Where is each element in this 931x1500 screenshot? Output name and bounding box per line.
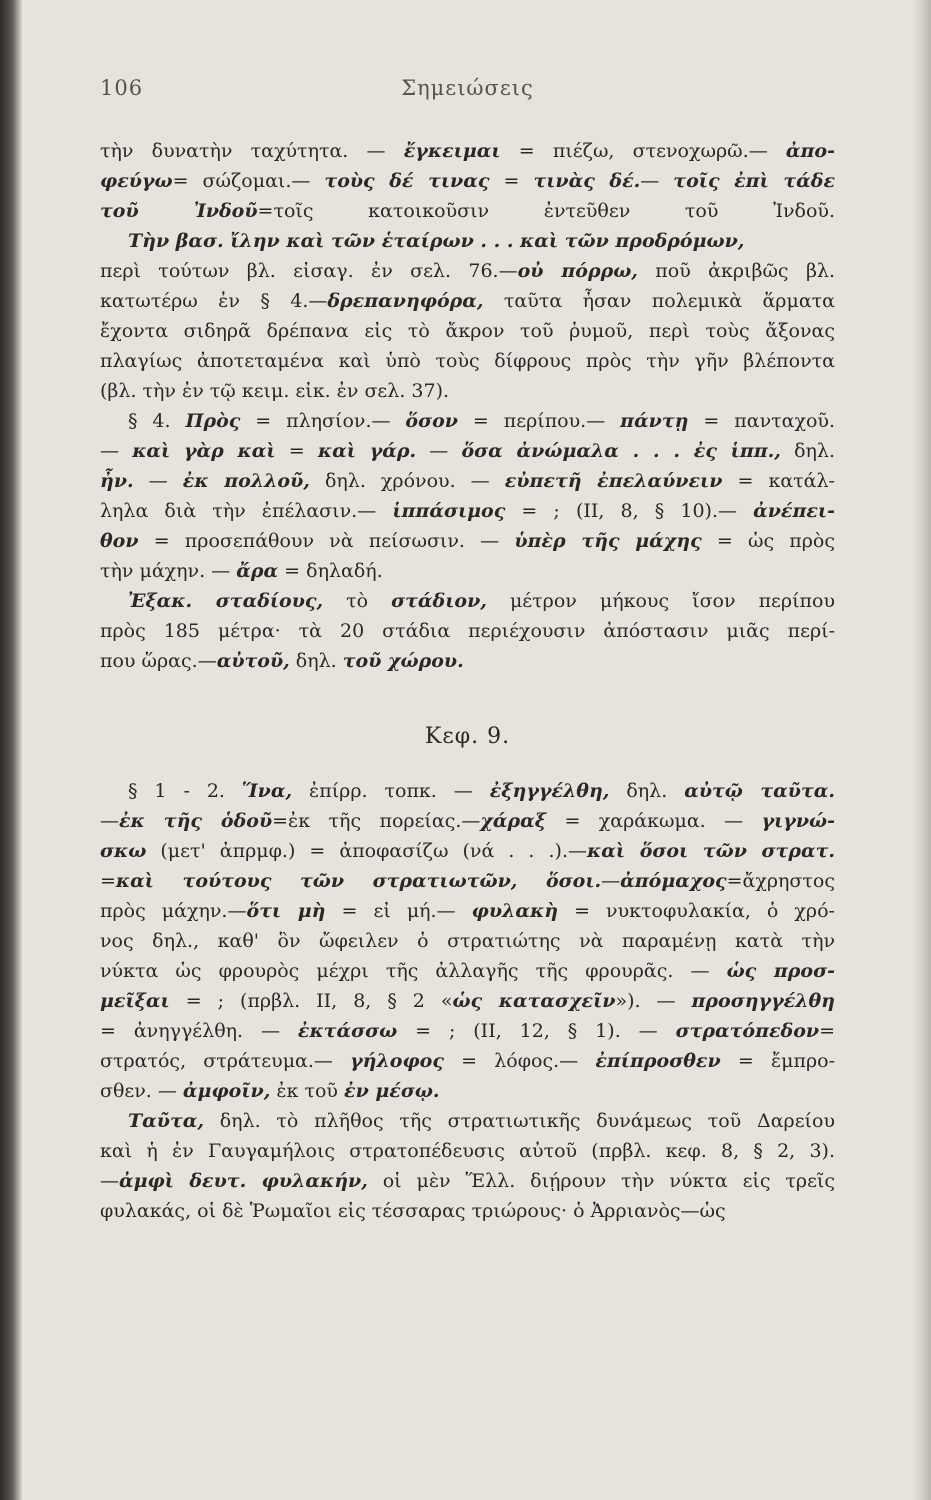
gloss-text: (μετ' ἀπρμφ.) = ἀποφασίζω (νά . . .).— — [146, 840, 588, 862]
gloss-text: = πλησίον.— — [240, 410, 406, 432]
text-line — [100, 166, 835, 196]
text-line — [100, 286, 835, 316]
gloss-text: καὶ ἡ ἐν Γαυγαμήλοις στρατοπέδευσις αὐτοῦ (πρβλ. κεφ. 8, § 2, 3). — [100, 1140, 835, 1162]
lemma-term: καὶ γάρ. — [317, 440, 417, 462]
lemma-term: εὐπετῆ ἐπελαύνειν — [504, 470, 723, 492]
text-line — [100, 526, 835, 556]
text-line — [100, 1016, 835, 1046]
gloss-text: = κατάλ- — [722, 470, 835, 492]
gloss-text: — — [100, 810, 119, 832]
lemma-term: ἐκτάσσω — [297, 1020, 398, 1042]
gloss-text: κατωτέρω ἐν § 4.— — [100, 290, 328, 312]
gloss-text: πλαγίως ἀποτεταμένα καὶ ὑπὸ τοὺς δίφρους πρὸς τὴν γῆν βλέποντα — [100, 350, 835, 372]
gloss-text: = λόφος.— — [443, 1050, 596, 1072]
lemma-term: ἄρα — [236, 560, 279, 582]
lemma-term: Ἐξακ. σταδίους, — [128, 590, 324, 612]
text-line — [100, 1076, 835, 1106]
text-line — [100, 256, 835, 286]
lemma-term: ἀμφοῖν, — [182, 1080, 271, 1102]
gloss-text: »). — — [615, 990, 692, 1012]
gloss-text: = σώζομαι.— — [172, 170, 325, 192]
gloss-text: — — [601, 870, 621, 892]
gloss-text: = περίπου.— — [457, 410, 621, 432]
text-line — [100, 436, 835, 466]
gloss-text: δηλ. χρόνου. — — [309, 470, 505, 492]
lemma-term: σκω — [100, 840, 147, 862]
text-line — [100, 1136, 835, 1166]
text-line — [100, 866, 835, 896]
lemma-term: ὡς κατασχεῖν — [452, 990, 616, 1012]
text-line — [100, 196, 835, 226]
lemma-term: φεύγω — [100, 170, 173, 192]
gloss-text: νύκτα ὡς φρουρὸς μέχρι τῆς ἀλλαγῆς τῆς φρουρᾶς. — — [100, 960, 727, 982]
gloss-text: = ὡς πρὸς — [701, 530, 835, 552]
text-line — [100, 896, 835, 926]
lemma-term: ἐπίπροσθεν — [595, 1050, 721, 1072]
gloss-text: — — [100, 440, 133, 462]
lemma-term: ἐξηγγέλθη, — [489, 780, 610, 802]
lemma-term: ἀνέπει- — [753, 500, 835, 522]
text-line — [100, 376, 835, 406]
text-line — [100, 316, 835, 346]
gloss-text: ταῦτα ἦσαν πολεμικὰ ἅρματα — [483, 290, 835, 312]
gloss-text: δηλ. τὸ πλῆθος τῆς στρατιωτικῆς δυνάμεως τοῦ Δαρείου — [203, 1110, 835, 1132]
gloss-text: τὴν μάχην. — — [100, 560, 237, 582]
lemma-term: ἀμφὶ δευτ. φυλακήν, — [119, 1170, 368, 1192]
lemma-term: ἱππάσιμος — [392, 500, 506, 522]
lemma-term: Τὴν βασ. ἴλην καὶ τῶν ἑταίρων . . . καὶ τῶν προδρόμων, — [128, 230, 745, 252]
gloss-text: δηλ. — [289, 650, 343, 672]
lemma-term: ὡς προσ- — [726, 960, 836, 982]
gloss-text: = προσεπάθουν νὰ πείσωσιν. — — [138, 530, 515, 552]
text-line — [100, 1046, 835, 1076]
lemma-term: καὶ γὰρ καὶ — [132, 440, 276, 462]
text-line — [100, 806, 835, 836]
text-line — [100, 1166, 835, 1196]
lemma-term: καὶ ὅσοι τῶν στρατ. — [587, 840, 835, 862]
page-number: 106 — [100, 76, 144, 100]
lemma-term: τινὰς δέ. — [533, 170, 641, 192]
lemma-term: οὐ πόρρω, — [517, 260, 638, 282]
lemma-term: ἐκ τῆς ὁδοῦ — [119, 810, 273, 832]
lemma-term: πάντῃ — [620, 410, 689, 432]
lemma-term: ὅσα ἀνώμαλα . . . ἐς ἱππ., — [461, 440, 781, 462]
lemma-term: Ἵνα, — [241, 780, 293, 802]
gloss-text: ποῦ ἀκριβῶς βλ. — [637, 260, 836, 282]
text-line — [100, 136, 835, 166]
lemma-term: ὅτι μὴ — [246, 900, 326, 922]
gloss-text: — — [416, 440, 462, 462]
text-line — [100, 406, 835, 436]
lemma-term: Πρὸς — [185, 410, 241, 432]
chapter-heading: Κεφ. 9. — [424, 724, 511, 749]
gloss-text: δηλ. — [609, 780, 685, 802]
running-title: Σημειώσεις — [401, 76, 534, 100]
lemma-term: αὐτῷ ταῦτα. — [684, 780, 836, 802]
lemma-term: καὶ τούτους τῶν στρατιωτῶν, ὅσοι. — [115, 870, 602, 892]
lemma-term: χάραξ — [480, 810, 547, 832]
text-line — [100, 586, 835, 616]
text-line — [100, 496, 835, 526]
gloss-text: § 4. — [128, 410, 186, 432]
gloss-text: =ἐκ τῆς πορείας.— — [272, 810, 481, 832]
lemma-term: δρεπανηφόρα, — [327, 290, 484, 312]
lemma-term: φυλακὴ — [471, 900, 559, 922]
gloss-text: ἐπίρρ. τοπκ. — — [292, 780, 490, 802]
lemma-term: ἔγκειμαι — [403, 140, 501, 162]
lemma-term: τοῦ Ἰνδοῦ — [100, 200, 258, 222]
gloss-text: ἐκ τοῦ — [270, 1080, 345, 1102]
gloss-text: = ; (II, 8, § 10).— — [505, 500, 754, 522]
lemma-term: Ταῦτα, — [128, 1110, 204, 1132]
page-body — [100, 136, 835, 1226]
gloss-text: =ἄχρηστος — [726, 870, 835, 892]
lemma-term: ἀπο- — [785, 140, 835, 162]
gloss-text: = ; (II, 12, § 1). — — [397, 1020, 676, 1042]
lemma-term: γήλοφος — [350, 1050, 444, 1072]
notes-block-chapter-9 — [100, 776, 835, 1226]
gloss-text: = πιέζω, στενοχωρῶ.— — [500, 140, 786, 162]
gloss-text: = νυκτοφυλακία, ὁ χρό- — [558, 900, 835, 922]
text-line — [100, 346, 835, 376]
text-line — [100, 616, 835, 646]
gloss-text: (βλ. τὴν ἐν τῷ κειμ. εἰκ. ἐν σελ. 37). — [100, 380, 450, 402]
gloss-text: στρατός, στράτευμα.— — [100, 1050, 351, 1072]
gloss-text: ἔχοντα σιδηρᾶ δρέπανα εἰς τὸ ἄκρον τοῦ ῥυμοῦ, περὶ τοὺς ἄξονας — [100, 320, 835, 342]
notes-block-chapter-8 — [100, 136, 835, 676]
gloss-text: νος δηλ., καθ' ὃν ὤφειλεν ὁ στρατιώτης νὰ παραμένῃ κατὰ τὴν — [100, 930, 835, 952]
gloss-text: = πανταχοῦ. — [688, 410, 835, 432]
gloss-text: τὴν δυνατὴν ταχύτητα. — — [100, 140, 404, 162]
text-line — [100, 926, 835, 956]
gloss-text: = εἰ μή.— — [325, 900, 472, 922]
text-line — [100, 556, 835, 586]
gloss-text: = χαράκωμα. — — [546, 810, 762, 832]
gloss-text: σθεν. — — [100, 1080, 183, 1102]
lemma-term: αὐτοῦ, — [216, 650, 290, 672]
text-line — [100, 1106, 835, 1136]
lemma-term: τοῖς ἐπὶ τάδε — [673, 170, 836, 192]
text-line — [100, 836, 835, 866]
gloss-text: οἱ μὲν Ἕλλ. διῄρουν τὴν νύκτα εἰς τρεῖς — [367, 1170, 836, 1192]
page-header — [100, 76, 835, 110]
gloss-text: = — [819, 1020, 835, 1042]
text-line — [100, 226, 835, 256]
lemma-term: ὑπὲρ τῆς μάχης — [514, 530, 702, 552]
lemma-term: τοὺς δέ τινας — [324, 170, 490, 192]
gloss-text: = ; (πρβλ. II, 8, § 2 « — [169, 990, 453, 1012]
gloss-text: περὶ τούτων βλ. εἰσαγ. ἐν σελ. 76.— — [100, 260, 518, 282]
text-line — [100, 986, 835, 1016]
gloss-text: — — [133, 470, 183, 492]
gloss-text: πρὸς 185 μέτρα· τὰ 20 στάδια περιέχουσιν ἀπόστασιν μιᾶς περί- — [100, 620, 835, 642]
text-line — [100, 956, 835, 986]
lemma-term: ἦν. — [100, 470, 134, 492]
text-line — [100, 466, 835, 496]
gloss-text: — — [640, 170, 674, 192]
gloss-text: = δηλαδή. — [278, 560, 383, 582]
lemma-term: στάδιον, — [391, 590, 487, 612]
lemma-term: ἐκ πολλοῦ, — [182, 470, 310, 492]
gloss-text: = — [275, 440, 318, 462]
gloss-text: φυλακάς, οἱ δὲ Ῥωμαῖοι εἰς τέσσαρας τριώρους· ὁ Ἀρριανὸς—ὡς — [100, 1200, 726, 1222]
gloss-text: ληλα διὰ τὴν ἐπέλασιν.— — [100, 500, 393, 522]
gloss-text: πρὸς μάχην.— — [100, 900, 247, 922]
lemma-term: στρατόπεδον — [675, 1020, 820, 1042]
gloss-text: = — [489, 170, 534, 192]
lemma-term: ἐν μέσῳ. — [344, 1080, 440, 1102]
text-line — [100, 646, 835, 676]
gloss-text: § 1 - 2. — [128, 780, 242, 802]
lemma-term: θον — [100, 530, 139, 552]
gloss-text: τὸ — [323, 590, 392, 612]
lemma-term: γιγνώ- — [761, 810, 836, 832]
gloss-text: που ὥρας.— — [100, 650, 217, 672]
gloss-text: μέτρον μήκους ἴσον περίπου — [486, 590, 835, 612]
gloss-text: =τοῖς κατοικοῦσιν ἐντεῦθεν τοῦ Ἰνδοῦ. — [257, 200, 835, 222]
lemma-term: τοῦ χώρου. — [342, 650, 464, 672]
text-line — [100, 776, 835, 806]
gloss-text: δηλ. — [780, 440, 835, 462]
gloss-text: — — [100, 1170, 119, 1192]
lemma-term: προσηγγέλθη — [691, 990, 835, 1012]
lemma-term: ἀπόμαχος — [620, 870, 727, 892]
lemma-term: ὅσον — [405, 410, 458, 432]
lemma-term: μεῖξαι — [100, 990, 170, 1012]
gloss-text: = ἔμπρο- — [720, 1050, 836, 1072]
gloss-text: = ἀνηγγέλθη. — — [100, 1020, 298, 1042]
text-line — [100, 1196, 835, 1226]
gloss-text: = — [100, 870, 116, 892]
